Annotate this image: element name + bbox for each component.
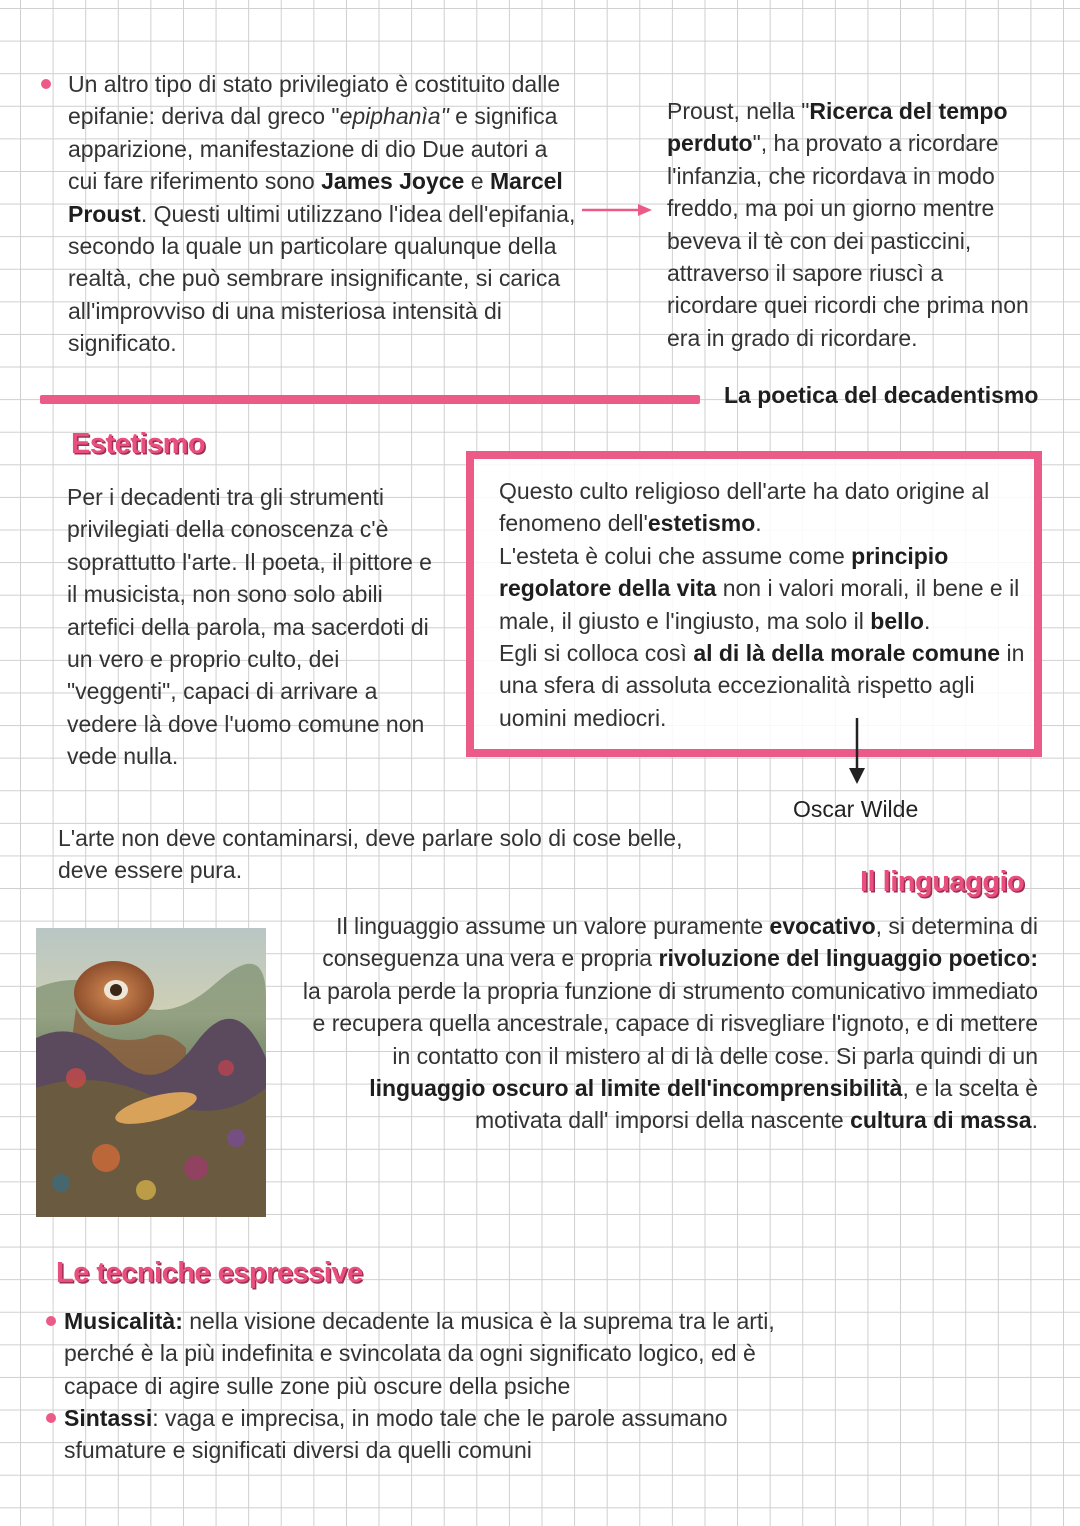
list-item-sintassi: Sintassi: vaga e imprecisa, in modo tale che le parole assumano sfumature e significati diversi da quelli comuni xyxy=(64,1405,728,1464)
bullet-dot xyxy=(46,1413,56,1423)
oscar-wilde-label: Oscar Wilde xyxy=(793,796,919,822)
arrow-right-icon xyxy=(580,200,654,220)
proust-paragraph: Proust, nella "Ricerca del tempo perduto", ha provato a ricordare l'infanzia, che ricordava in modo freddo, ma poi un giorno mentre beveva il tè con dei pasticcini, attraverso il sapore riuscì a ricordare quei ricordi che prima non era in grado di ricordare. xyxy=(667,98,1029,351)
section-title: La poetica del decadentismo xyxy=(724,382,1039,408)
heading-estetismo: Estetismo xyxy=(71,428,206,460)
heading-tecniche: Le tecniche espressive xyxy=(56,1257,363,1289)
pure-art-text: L'arte non deve contaminarsi, deve parlare solo di cose belle, deve essere pura. xyxy=(58,825,683,884)
painting-cyclops-image xyxy=(36,928,266,1217)
bullet-dot xyxy=(46,1316,56,1326)
heading-linguaggio: Il linguaggio xyxy=(860,866,1025,898)
estetismo-paragraph: Per i decadenti tra gli strumenti privilegiati della conoscenza c'è soprattutto l'arte. Il poeta, il pittore e il musicista, non sono solo abili artefici della parola, ma sacerdoti di un vero e proprio culto, dei "veggenti", capaci di arrivare a vedere là dove l'uomo comune non vede nulla. xyxy=(67,484,432,770)
estetismo-box-text: Questo culto religioso dell'arte ha dato origine al fenomeno dell'estetismo. L'esteta è colui che assume come principio regolatore della vita non i valori morali, il bene e il male, il giusto e l'ingiusto, ma solo il bello. Egli si colloca così al di là della morale comune in una sfera di assoluta eccezionalità rispetto agli uomini mediocri. xyxy=(499,478,1025,731)
arrow-down-icon xyxy=(846,718,868,786)
linguaggio-paragraph: Il linguaggio assume un valore puramente evocativo, si determina di conseguenza una vera e propria rivoluzione del linguaggio poetico: la parola perde la propria funzione di strumento comunicativo immediato e recupera quella ancestrale, capace di risvegliare l'ignoto, e di mettere in contatto con il mistero al di là delle cose. Si parla quindi di un linguaggio oscuro al limite dell'incomprensibilità, e la scelta è motivata dall' imporsi della nascente cultura di massa. xyxy=(302,913,1038,1134)
bullet-dot xyxy=(41,79,51,89)
list-item-musicalita: Musicalità: nella visione decadente la musica è la suprema tra le arti, perché è la più indefinita e svincolata da ogni significato logico, ed è capace di agire sulle zone più oscure della psiche xyxy=(64,1308,775,1399)
epifanie-paragraph: Un altro tipo di stato privilegiato è costituito dalle epifanie: deriva dal greco "epiphanìa" e significa apparizione, manifestazione di dio Due autori a cui fare riferimento sono James Joyce e Marcel Proust. Questi ultimi utilizzano l'idea dell'epifania, secondo la quale un particolare qualunque della realtà, che può sembrare insignificante, si carica all'improvviso di una misteriosa intensità di significato. xyxy=(68,71,576,357)
section-divider xyxy=(40,395,700,404)
